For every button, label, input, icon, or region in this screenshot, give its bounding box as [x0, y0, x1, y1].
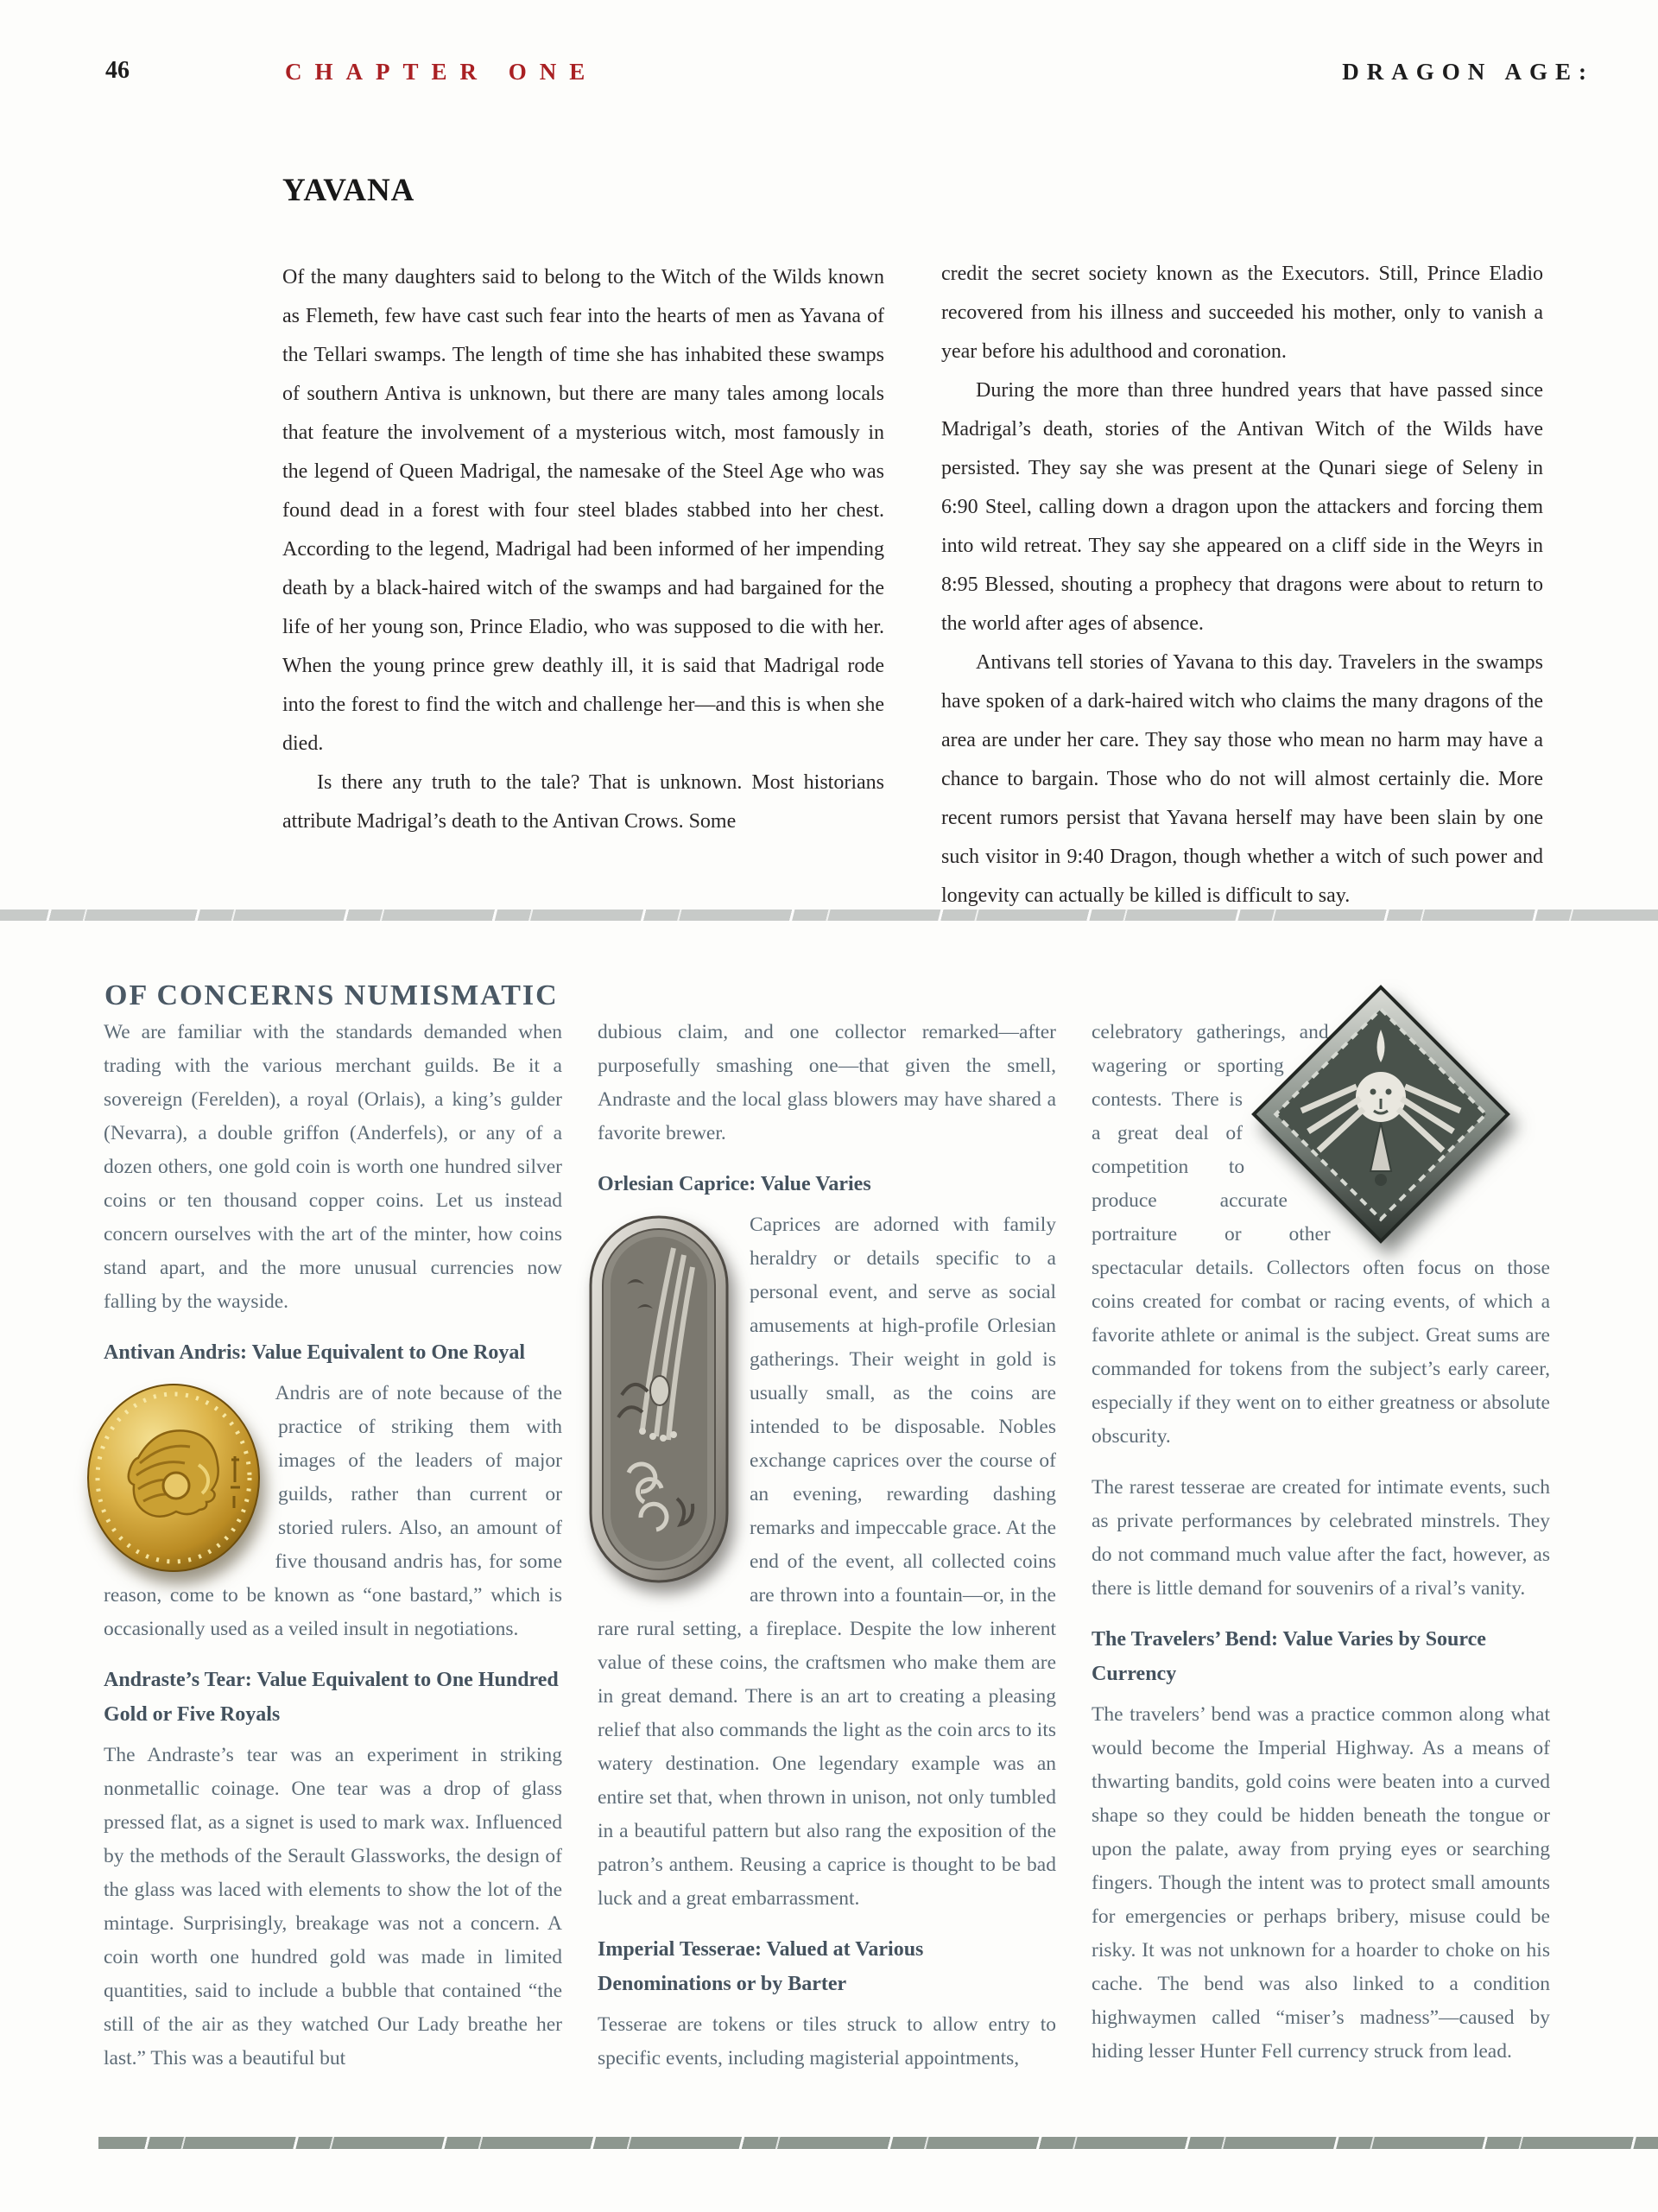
tessera-token-image — [1251, 985, 1510, 1244]
sidebar-heading: OF CONCERNS NUMISMATIC — [104, 979, 559, 1012]
sidebar-paragraph: Caprices are adorned with family heraldry or details specific to a personal event, and serve as social amusements at high-profile Orlesian gatherings. Their weight in gold is usually small, as the coins are intended to be disposable. Nobles exchange caprices over the course of an evening, rewarding dashing remarks and impeccable grace. At the end of the event, all collected coins are thrown into a fountain—or, in the rare rural setting, a fireplace. Despite the low inherent value of these coins, the craftsmen who make them are in great demand. There is an art to creating a pleasing relief that also commands the light as the coin arcs to its watery destination. One legendary example was an entire set that, when thrown in unison, not only tumbled in a beautiful pattern but also rang the exposition of the patron’s anthem. Reusing a caprice is thought to be bad luck and a great embarrassment. — [598, 1214, 1056, 1910]
grunge-divider-top — [0, 910, 1658, 921]
subhead-andrastes-tear: Andraste’s Tear: Value Equivalent to One Hundred Gold or Five Royals — [104, 1669, 559, 1726]
subhead-antivan-andris: Antivan Andris: Value Equivalent to One Royal — [104, 1341, 526, 1364]
sidebar-paragraph: The travelers’ bend was a practice common along what would become the Imperial Highway. As a means of thwarting bandits, gold coins were beaten into a curved shape so they could be hidden beneath the tongue or upon the palate, away from prying eyes or searching fingers. Though the intent was to protect small amounts for emergencies or perhaps bribery, misuse could be risky. It was not unknown for a hoarder to choke on his cache. The bend was also linked to a condition highwaymen called “miser’s madness”—caused by hiding lesser Hunter Fell currency struck from lead. — [1092, 1703, 1550, 2063]
sidebar-paragraph: Andris are of note because of the practice of striking them with images of the leaders of major guilds, rather than current or storied rulers. Also, an amount of five thousand andris has, for some reason, come to be known as “one bastard,” which is occasionally used as a veiled insult in negotiations. — [104, 1382, 562, 1640]
yavana-article — [282, 171, 1543, 916]
sidebar-paragraph: dubious claim, and one collector remarked—after purposefully smashing one—that given the smell, Andraste and the local glass blowers may have shared a favorite brewer. — [598, 1021, 1056, 1144]
sidebar-column-1 — [104, 1016, 562, 2076]
article-paragraph: credit the secret society known as the Executors. Still, Prince Eladio recovered from his illness and succeeded his mother, only to vanish a year before his adulthood and coronation. — [941, 263, 1543, 363]
gold-coin-image — [86, 1382, 264, 1577]
sidebar-paragraph: Tesserae are tokens or tiles struck to allow entry to specific events, including magisterial appointments, — [598, 2013, 1056, 2069]
sidebar-paragraph: The Andraste’s tear was an experiment in striking nonmetallic coinage. One tear was a drop of glass pressed flat, as a signet is used to mark wax. Influenced by the methods of the Serault Glassworks, the design of the glass was laced with elements to show the lot of the mintage. Surprisingly, breakage was not a concern. A coin worth one hundred gold was made in limited quantities, said to include a bubble that contained “the still of the air as they watched Our Lady breathe her last.” This was a beautiful but — [104, 1744, 562, 2069]
sidebar-paragraph: The rarest tesserae are created for intimate events, such as private performances by celebrated minstrels. They do not command much value after the fact, however, as there is little demand for souvenirs of a rival’s vanity. — [1092, 1476, 1550, 1600]
subhead-orlesian-caprice: Orlesian Caprice: Value Varies — [598, 1173, 871, 1195]
book-brand-title: DRAGON AGE: — [1342, 59, 1594, 85]
article-paragraph: During the more than three hundred years that have passed since Madrigal’s death, stories of the Antivan Witch of the Wilds have persisted. They say she was present at the Qunari siege of Seleny in 6:90 Steel, calling down a dragon upon the attackers and forcing them into wild retreat. They say she appeared on a cliff side in the Weyrs in 8:95 Blessed, shouting a prophecy that dragons were about to return to the world after ages of absence. — [941, 379, 1543, 635]
chapter-title: CHAPTER ONE — [285, 59, 598, 85]
sidebar-paragraph: celebratory gatherings, and wagering or sporting contests. There is a great deal of competition to produce accurate portraiture or other spectacular details. Collectors often focus on those coins created for combat or racing events, of which a favorite athlete or animal is the subject. Great sums are commanded for tokens from the subject’s early career, especially if they went on to either greatness or absolute obscurity. — [1092, 1021, 1550, 1448]
article-column-left — [282, 171, 884, 916]
silver-caprice-coin-image — [587, 1214, 731, 1585]
article-paragraph: Is there any truth to the tale? That is unknown. Most historians attribute Madrigal’s death to the Antivan Crows. Some — [282, 771, 884, 833]
article-column-right — [941, 171, 1543, 916]
grunge-divider-bottom — [98, 2137, 1658, 2149]
sidebar-paragraph: We are familiar with the standards demanded when trading with the various merchant guilds. Be it a sovereign (Ferelden), a royal (Orlais), a king’s gulder (Nevarra), a double griffon (Anderfels), or any of a dozen others, one gold coin is worth one hundred silver coins or ten thousand copper coins. Let us instead concern ourselves with the art of the minter, how coins stand apart, and the more unusual currencies now falling by the wayside. — [104, 1021, 562, 1313]
subhead-imperial-tesserae: Imperial Tesserae: Valued at Various Denominations or by Barter — [598, 1938, 924, 1995]
article-paragraph: Antivans tell stories of Yavana to this day. Travelers in the swamps have spoken of a dark-haired witch who claims the many dragons of the area are under her care. They say those who mean no harm may have a chance to bargain. Those who do not will almost certainly die. More recent rumors persist that Yavana herself may have been slain by one such visitor in 9:40 Dragon, though whether a witch of such power and longevity can actually be killed is difficult to say. — [941, 651, 1543, 907]
numismatic-columns — [104, 1016, 1550, 2076]
sidebar-column-3 — [1092, 1016, 1550, 2076]
page-number: 46 — [105, 57, 130, 84]
article-paragraph: Of the many daughters said to belong to the Witch of the Wilds known as Flemeth, few have cast such fear into the hearts of men as Yavana of the Tellari swamps. The length of time she has inhabited these swamps of southern Antiva is unknown, but there are many tales among locals that feature the involvement of a mysterious witch, most famously in the legend of Queen Madrigal, the namesake of the Steel Age who was found dead in a forest with four steel blades stabbed into her chest. According to the legend, Madrigal had been informed of her impending death by a black-haired witch of the swamps and had bargained for the life of her young son, Prince Eladio, who was supposed to die with her. When the young prince grew deathly ill, it is said that Madrigal rode into the forest to find the witch and challenge her—and this is when she died. — [282, 266, 884, 755]
article-heading: YAVANA — [282, 173, 415, 208]
subhead-travelers-bend: The Travelers’ Bend: Value Varies by Source Currency — [1092, 1628, 1486, 1685]
sidebar-column-2 — [598, 1016, 1056, 2076]
